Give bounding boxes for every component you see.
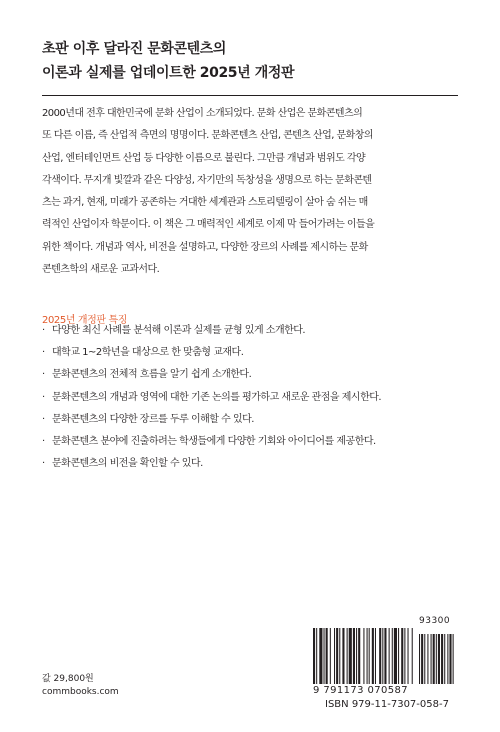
barcode (313, 616, 458, 710)
barcode-addon-bar (419, 634, 420, 684)
features-title: 2025년 개정판 특징 (42, 315, 127, 326)
barcode-bar (384, 628, 386, 684)
barcode-bar (353, 628, 355, 684)
barcode-bar (398, 628, 399, 684)
barcode-bar (379, 628, 381, 684)
intro-line: 각색이다. 무지개 빛깔과 같은 다양성, 자기만의 독창성을 생명으로 하는 문화콘텐 (42, 174, 372, 186)
isbn: ISBN 979-11-7307-058-7 (325, 699, 449, 710)
feature-text: 문화콘텐츠의 다양한 장르를 두루 이해할 수 있다. (52, 413, 254, 425)
barcode-addon-bar (424, 634, 425, 684)
bullet-icon: · (42, 391, 45, 403)
intro-line: 콘텐츠학의 새로운 교과서다. (42, 264, 160, 276)
feature-text: 문화콘텐츠의 비전을 확인할 수 있다. (52, 458, 203, 470)
barcode-bar (394, 628, 397, 684)
feature-text: 문화콘텐츠의 개념과 영역에 대한 기존 논의를 평가하고 새로운 관점을 제시한다. (52, 391, 382, 403)
price: 값 29,800원 (42, 674, 94, 684)
barcode-bar (330, 628, 331, 684)
barcode-bar (369, 628, 370, 684)
barcode-addon-bar (444, 634, 445, 684)
barcode-addon-bar (427, 634, 428, 684)
bullet-icon: · (42, 436, 45, 448)
feature-item (42, 409, 462, 431)
barcode-bar (412, 628, 413, 684)
headline (42, 37, 462, 85)
barcode-addon-bar (453, 634, 454, 684)
feature-text: 대학교 1~2학년을 대상으로 한 맞춤형 교재다. (52, 347, 244, 359)
feature-item (42, 364, 462, 386)
barcode-bar (349, 628, 352, 684)
barcode-bar (382, 628, 383, 684)
bullet-icon: · (42, 325, 45, 336)
divider (42, 95, 458, 96)
feature-text: 문화콘텐츠 분야에 진출하려는 학생들에게 다양한 기회와 아이디어를 제공한다. (52, 436, 376, 448)
barcode-bar (313, 628, 315, 684)
barcode-addon-bar (449, 634, 451, 684)
price-block (42, 673, 119, 699)
barcode-addon-bar (421, 634, 423, 684)
barcode-addon-bar (447, 634, 448, 684)
barcode-bar (404, 628, 405, 684)
bullet-icon: · (42, 413, 45, 425)
barcode-bar (326, 628, 328, 684)
barcode-bar (389, 628, 390, 684)
barcode-addon-bar (438, 634, 440, 684)
headline-line-2: 이론과 실제를 업데이트한 2025년 개정판 (42, 65, 295, 81)
barcode-addon-bar (433, 634, 435, 684)
barcode-bar (356, 628, 357, 684)
intro-line: 츠는 과거, 현재, 미래가 공존하는 거대한 세계관과 스토리텔링이 살아 숨 쉬는 매 (42, 197, 368, 209)
barcode-bar (392, 628, 393, 684)
barcode-bar (358, 628, 360, 684)
barcode-bar (367, 628, 368, 684)
website: commbooks.com (42, 687, 119, 697)
bullet-icon: · (42, 458, 45, 470)
barcode-addon-bar (441, 634, 443, 684)
feature-item (42, 387, 462, 409)
barcode-bars (313, 628, 458, 684)
bullet-icon: · (42, 347, 45, 359)
barcode-bar (408, 628, 409, 684)
intro-line: 산업, 엔터테인먼트 산업 등 다양한 이름으로 불린다. 그만큼 개념과 범위도 각양 (42, 152, 366, 164)
feature-item (42, 342, 462, 364)
headline-line-1: 초판 이후 달라진 문화콘텐츠의 (42, 41, 227, 57)
barcode-addon-bar (431, 634, 432, 684)
barcode-bar (336, 628, 338, 684)
bullet-icon: · (42, 369, 45, 381)
barcode-bar (319, 628, 322, 684)
feature-text: 다양한 최신 사례를 분석해 이론과 실제를 균형 있게 소개한다. (52, 325, 306, 336)
intro-line: 력적인 산업이자 학문이다. 이 책은 그 매력적인 세계로 이제 막 들어가려는 이들을 (42, 219, 375, 231)
barcode-bar (316, 628, 317, 684)
barcode-addon-bar (436, 634, 437, 684)
barcode-bar (324, 628, 325, 684)
feature-text: 문화콘텐츠의 전체적 흐름을 알기 쉽게 소개한다. (52, 369, 252, 381)
feature-item (42, 431, 462, 453)
feature-item (42, 453, 462, 475)
barcode-bar (347, 628, 348, 684)
feature-item (42, 320, 462, 342)
intro-line: 2000년대 전후 대한민국에 문화 산업이 소개되었다. 문화 산업은 문화콘텐츠의 (42, 108, 363, 119)
barcode-bar (372, 628, 374, 684)
intro-paragraph (42, 103, 462, 281)
barcode-digits: 9 791173 070587 (313, 685, 409, 696)
intro-line: 위한 책이다. 개념과 역사, 비전을 설명하고, 다양한 장르의 사례를 제시하는 문화 (42, 241, 368, 253)
barcode-addon-code: 93300 (419, 616, 451, 626)
barcode-bar (334, 628, 335, 684)
intro-line: 또 다른 이름, 즉 산업적 측면의 명명이다. 문화콘텐츠 산업, 콘텐츠 산업, 문화창의 (42, 130, 373, 142)
barcode-bar (339, 628, 340, 684)
barcode-bar (363, 628, 364, 684)
barcode-bar (375, 628, 376, 684)
barcode-bar (401, 628, 403, 684)
features-list (42, 320, 462, 475)
barcode-bar (342, 628, 344, 684)
